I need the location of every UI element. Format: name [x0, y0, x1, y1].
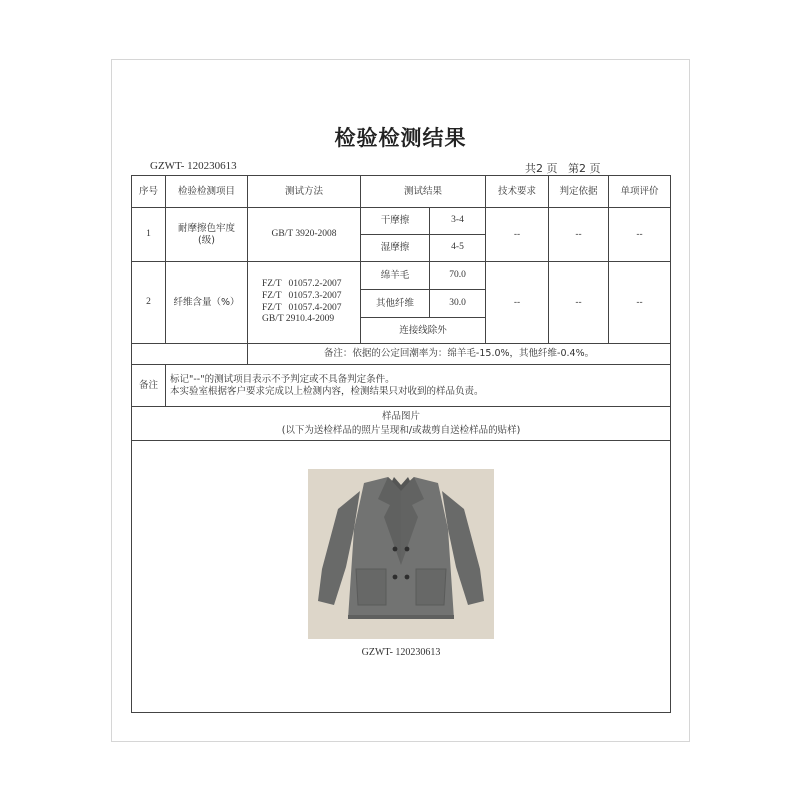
photo-caption: GZWT- 120230613	[361, 647, 441, 658]
page-info: 共2 页 第2 页	[525, 162, 601, 175]
row2-sub1-label: 绵羊毛	[361, 262, 430, 290]
header-item: 检验检测项目	[166, 176, 248, 208]
results-table	[131, 175, 671, 713]
notes-line-1: 标记"--"的测试项目表示不予判定或不具备判定条件。	[170, 373, 395, 385]
sample-photo	[308, 469, 494, 639]
row2-remark: 备注：依据的公定回潮率为：绵羊毛-15.0%，其他纤维-0.4%。	[248, 344, 671, 365]
row1-sub2-label: 湿摩擦	[361, 235, 430, 262]
row2-methods	[248, 262, 361, 344]
table-row	[132, 208, 671, 235]
coat-image	[308, 469, 494, 639]
row2-seq: 2	[132, 262, 166, 344]
page-title: 检验检测结果	[334, 126, 467, 150]
header-requirement: 技术要求	[486, 176, 549, 208]
row1-sub1-label: 干摩擦	[361, 208, 430, 235]
notes-text	[166, 365, 671, 407]
notes-row	[132, 365, 671, 407]
row1-method: GB/T 3920-2008	[248, 208, 361, 262]
table-row	[132, 262, 671, 290]
row2-note-under: 连接线除外	[361, 318, 486, 344]
row1-evaluation: --	[609, 208, 671, 262]
row2-sub2-label: 其他纤维	[361, 290, 430, 318]
row2-sub1-value: 70.0	[430, 262, 486, 290]
report-sheet	[111, 59, 690, 742]
row2-method-1: FZ/T 01057.2-2007	[262, 278, 342, 289]
sample-photo-cell	[132, 441, 671, 713]
notes-line-2: 本实验室根据客户要求完成以上检测内容，检测结果只对收到的样品负责。	[170, 385, 484, 397]
sample-subtitle: (以下为送检样品的照片呈现和/或裁剪自送检样品的贴样)	[281, 424, 521, 436]
header-method: 测试方法	[248, 176, 361, 208]
header-result: 测试结果	[361, 176, 486, 208]
row1-sub1-value: 3-4	[430, 208, 486, 235]
row1-item: 耐摩擦色牢度 (级)	[166, 208, 248, 262]
sample-header-row	[132, 407, 671, 441]
row2-item: 纤维含量（%）	[166, 262, 248, 344]
header-basis: 判定依据	[549, 176, 609, 208]
row1-requirement: --	[486, 208, 549, 262]
row2-requirement: --	[486, 262, 549, 344]
report-number: GZWT- 120230613	[150, 160, 237, 172]
row2-sub2-value: 30.0	[430, 290, 486, 318]
header-row	[132, 176, 671, 208]
sample-photo-row	[132, 441, 671, 713]
row2-method-4: GB/T 2910.4-2009	[262, 314, 335, 325]
row1-basis: --	[549, 208, 609, 262]
sample-title: 样品图片	[382, 410, 421, 422]
header-evaluation: 单项评价	[609, 176, 671, 208]
table-row	[132, 344, 671, 365]
row2-basis: --	[549, 262, 609, 344]
row1-seq: 1	[132, 208, 166, 262]
header-seq: 序号	[132, 176, 166, 208]
row2-method-3: FZ/T 01057.4-2007	[262, 302, 342, 313]
sample-header	[132, 407, 671, 441]
notes-label: 备注	[132, 365, 166, 407]
row2-method-2: FZ/T 01057.3-2007	[262, 290, 342, 301]
row2-evaluation: --	[609, 262, 671, 344]
row1-sub2-value: 4-5	[430, 235, 486, 262]
